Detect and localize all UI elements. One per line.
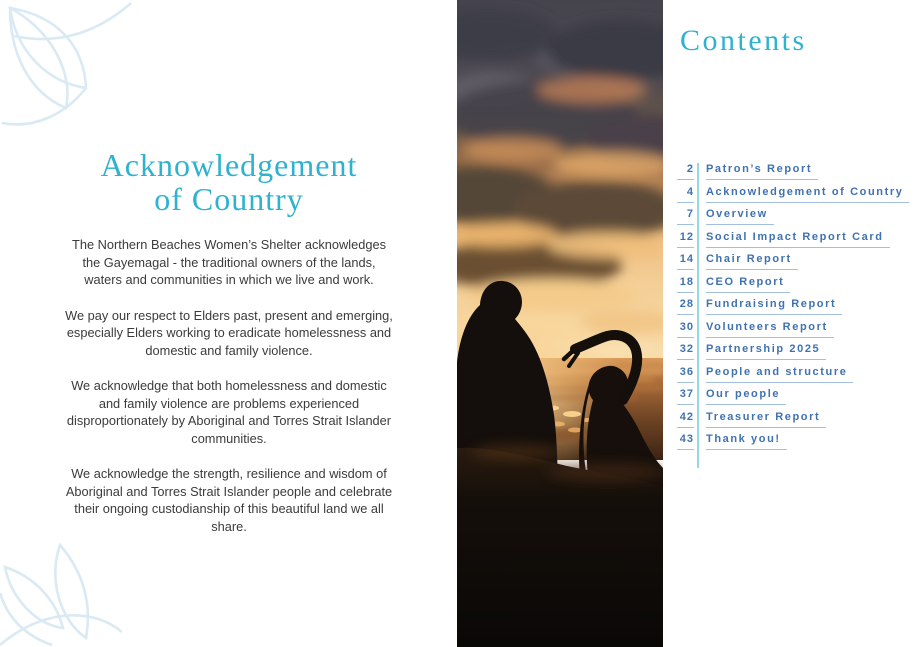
toc-item-people-structure[interactable] [677,366,905,383]
toc-page-number: 7 [677,208,694,225]
toc-item-volunteers-report[interactable] [677,321,905,338]
table-of-contents [677,163,905,456]
toc-item-thank-you[interactable] [677,433,905,450]
toc-page-number: 30 [677,321,694,338]
acknowledgement-body [62,236,396,535]
toc-page-number: 28 [677,298,694,315]
toc-item-partnership-2025[interactable] [677,343,905,360]
toc-page-number: 43 [677,433,694,450]
toc-item-label: Acknowledgement of Country [706,186,909,203]
acknowledgement-paragraph: We acknowledge that both homelessness and domestic and family violence are problems experienced disproportionately by Aboriginal and Torres Strait Islander communities. [66,378,392,446]
toc-page-number: 37 [677,388,694,405]
toc-item-label: Volunteers Report [706,321,834,338]
toc-item-label: People and structure [706,366,853,383]
toc-page-number: 12 [677,231,694,248]
toc-item-ceo-report[interactable] [677,276,905,293]
toc-page-number: 14 [677,253,694,270]
acknowledgement-section [62,148,396,553]
toc-item-treasurer-report[interactable] [677,411,905,428]
toc-item-label: Fundraising Report [706,298,842,315]
toc-item-label: Partnership 2025 [706,343,826,360]
acknowledgement-paragraph: The Northern Beaches Women’s Shelter acknowledges the Gayemagal - the traditional owners of the lands, waters and communities in which we live and work. [72,237,386,287]
toc-item-acknowledgement[interactable] [677,186,905,203]
contents-title: Contents [680,24,807,57]
toc-item-label: Social Impact Report Card [706,231,890,248]
toc-item-our-people[interactable] [677,388,905,405]
page-title [62,148,396,216]
toc-item-label: CEO Report [706,276,790,293]
acknowledgement-paragraph: We pay our respect to Elders past, present and emerging, especially Elders working to eradicate homelessness and domestic and family violence. [65,307,393,358]
lotus-ornament-top-left-icon [0,0,132,136]
toc-item-label: Treasurer Report [706,411,826,428]
page-title-line1: Acknowledgement [100,147,358,183]
toc-item-overview[interactable] [677,208,905,225]
toc-page-number: 4 [677,186,694,203]
toc-item-chair-report[interactable] [677,253,905,270]
toc-page-number: 32 [677,343,694,360]
sunset-beach-photo [457,0,663,647]
toc-item-social-impact[interactable] [677,231,905,248]
toc-item-label: Overview [706,208,774,225]
toc-page-number: 36 [677,366,694,383]
toc-item-patrons-report[interactable] [677,163,905,180]
acknowledgement-paragraph: We acknowledge the strength, resilience and wisdom of Aboriginal and Torres Strait Islander people and celebrate their ongoing custodianship of this beautiful land we all share. [65,466,393,534]
page-title-line2: of Country [154,181,304,217]
toc-item-label: Chair Report [706,253,798,270]
toc-page-number: 42 [677,411,694,428]
toc-item-label: Our people [706,388,786,405]
toc-item-fundraising-report[interactable] [677,298,905,315]
toc-item-label: Patron’s Report [706,163,818,180]
toc-item-label: Thank you! [706,433,787,450]
toc-page-number: 18 [677,276,694,293]
toc-page-number: 2 [677,163,694,180]
